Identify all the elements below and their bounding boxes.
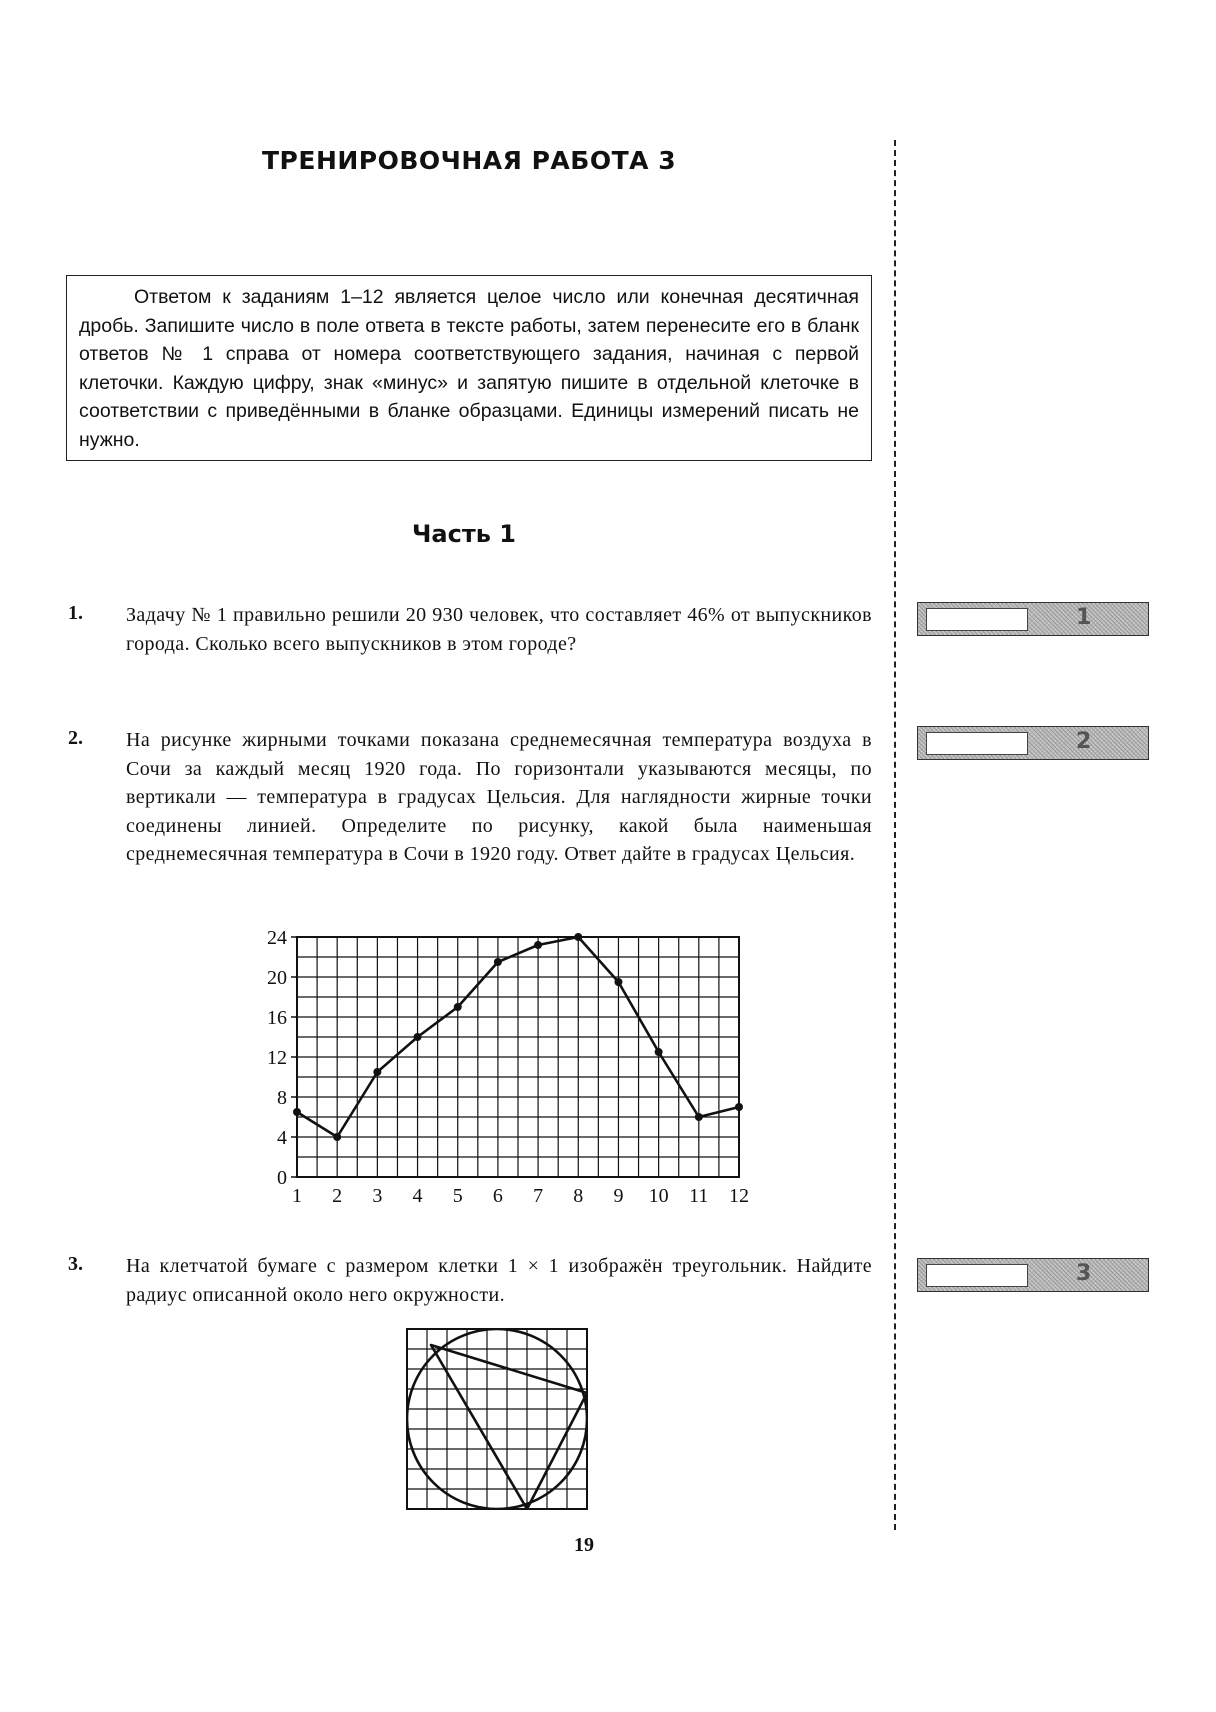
cut-line [894, 140, 896, 1530]
x-tick-label: 3 [372, 1185, 383, 1202]
data-point [494, 958, 502, 966]
data-point [655, 1048, 663, 1056]
task-3-text: На клетчатой бумаге с размером клетки 1 × 1 изображён треугольник. Найдите радиус описанной около него окружности. [126, 1255, 872, 1306]
data-point [414, 1033, 422, 1041]
task-3-answer-box [917, 1258, 1149, 1292]
data-point [574, 933, 582, 941]
x-tick-label: 2 [332, 1185, 343, 1202]
task-1-number: 1. [68, 602, 83, 624]
task-2-number: 2. [68, 727, 83, 749]
triangle-figure [406, 1328, 588, 1510]
temperature-chart-svg [250, 922, 750, 1202]
data-point [293, 1108, 301, 1116]
y-tick-label: 16 [267, 1007, 287, 1029]
circumcircle [407, 1329, 587, 1509]
task-1-answer-label: 1 [1076, 605, 1092, 630]
x-tick-label: 10 [648, 1185, 669, 1202]
data-point [695, 1113, 703, 1121]
y-tick-label: 12 [267, 1047, 287, 1069]
x-tick-label: 6 [492, 1185, 503, 1202]
x-tick-label: 5 [452, 1185, 463, 1202]
x-tick-label: 7 [533, 1185, 544, 1202]
x-tick-label: 9 [613, 1185, 624, 1202]
task-2-text: На рисунке жирными точками показана среднемесячная температура воздуха в Сочи за каждый месяц 1920 года. По горизонтали указываются месяцы, по вертикали — температура в градусах Цельсия. Для наглядности жирные точки соединены линией. Определите по рисунку, какой была наименьшая среднемесячная температура в Сочи в 1920 году. Ответ дайте в градусах Цельсия. [126, 729, 872, 866]
instruction-box: Ответом к заданиям 1–12 является целое число или конечная десятичная дробь. Запишите число в поле ответа в тексте работы, затем перенесите его в бланк ответов № 1 справа от номера соответствующего задания, начиная с первой клеточки. Каждую цифру, знак «минус» и запятую пишите в отдельной клеточке в соответствии с приведёнными в бланке образцами. Единицы измерений писать не нужно. [66, 275, 872, 461]
task-2-answer-field[interactable] [926, 732, 1028, 755]
page-number: 19 [574, 1534, 594, 1556]
x-tick-label: 8 [573, 1185, 584, 1202]
task-2-answer-box [917, 726, 1149, 760]
y-tick-label: 8 [277, 1087, 287, 1109]
y-tick-label: 0 [277, 1167, 287, 1189]
x-tick-label: 11 [689, 1185, 709, 1202]
task-1-answer-field[interactable] [926, 608, 1028, 631]
x-tick-label: 12 [729, 1185, 749, 1202]
temperature-chart [250, 922, 750, 1202]
x-tick-label: 1 [292, 1185, 302, 1202]
task-3-answer-label: 3 [1076, 1261, 1092, 1286]
task-3-answer-field[interactable] [926, 1264, 1028, 1287]
y-tick-label: 4 [277, 1127, 287, 1149]
data-point [333, 1133, 341, 1141]
page-title: ТРЕНИРОВОЧНАЯ РАБОТА 3 [262, 146, 677, 175]
task-1-text: Задачу № 1 правильно решили 20 930 человек, что составляет 46% от выпускников города. Сколько всего выпускников в этом городе? [126, 604, 872, 655]
y-tick-label: 24 [267, 927, 287, 949]
task-1-answer-box [917, 602, 1149, 636]
task-3-number: 3. [68, 1253, 83, 1275]
part-title: Часть 1 [412, 520, 516, 548]
data-point [614, 978, 622, 986]
x-tick-label: 4 [412, 1185, 423, 1202]
data-point [454, 1003, 462, 1011]
data-point [735, 1103, 743, 1111]
data-point [534, 941, 542, 949]
data-point [373, 1068, 381, 1076]
triangle-figure-svg [406, 1328, 588, 1510]
y-tick-label: 20 [267, 967, 287, 989]
task-2-answer-label: 2 [1076, 729, 1092, 754]
